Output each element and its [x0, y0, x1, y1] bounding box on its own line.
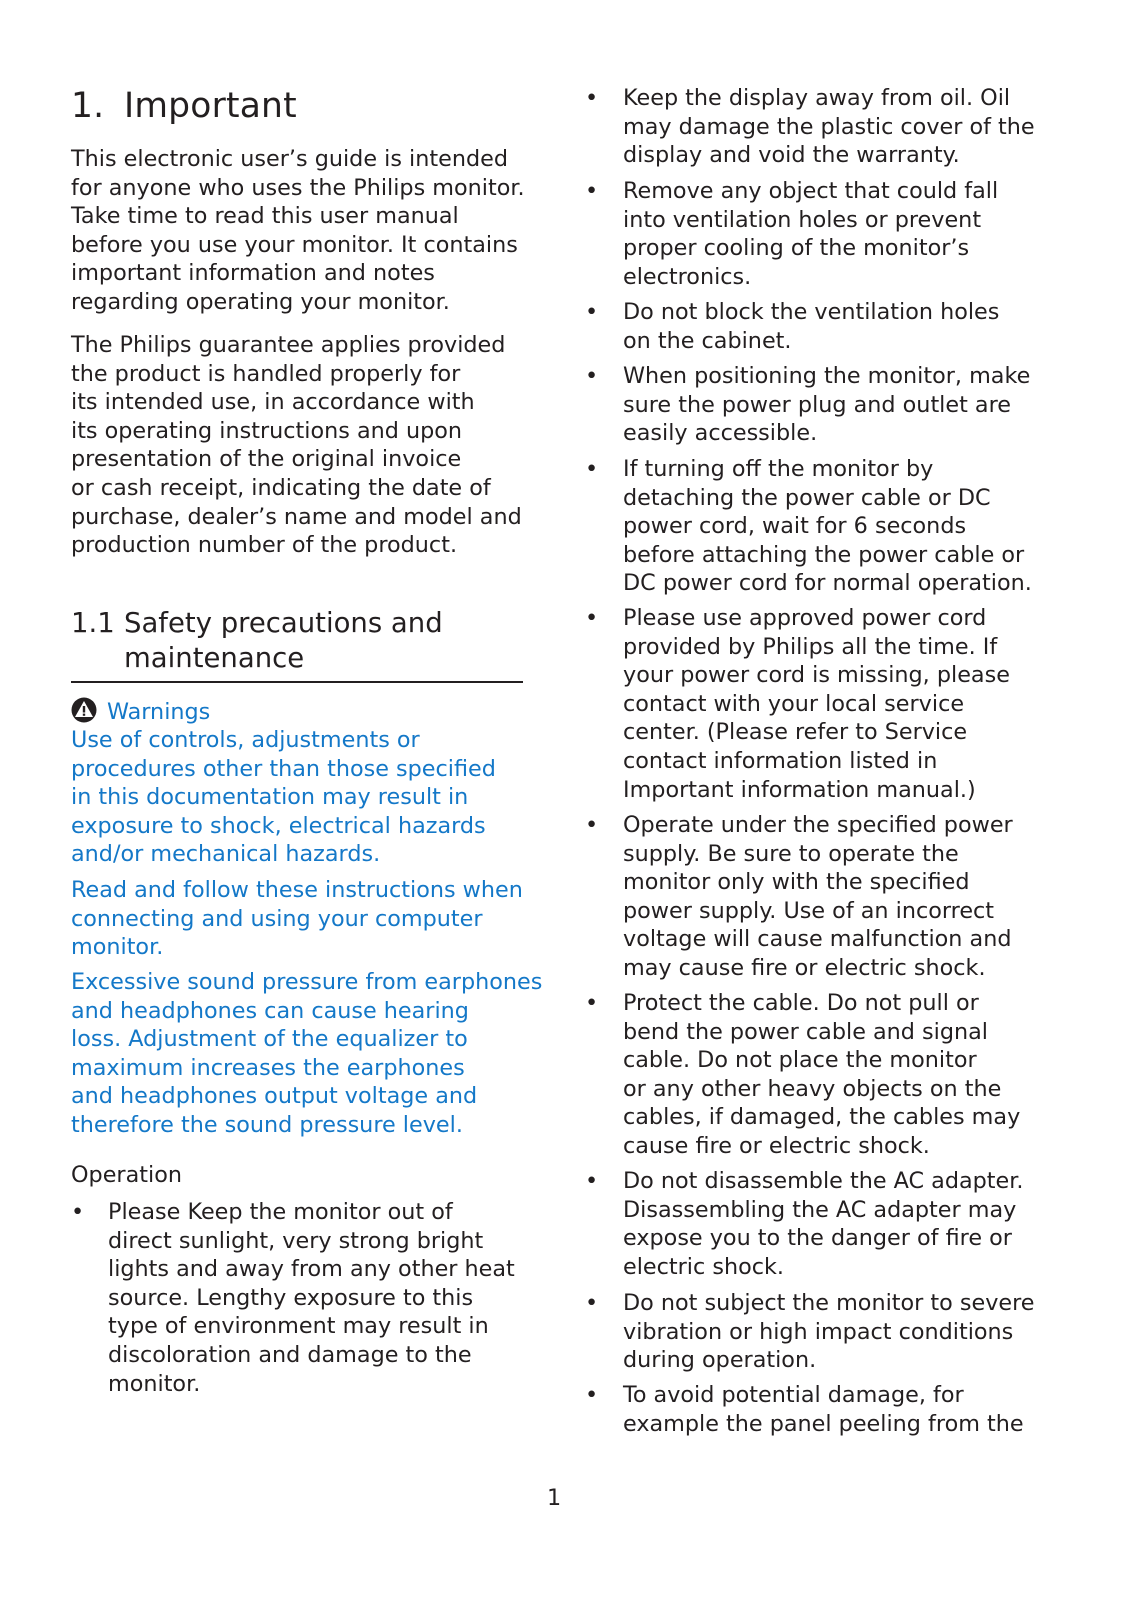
bullet-icon: •	[585, 605, 599, 631]
bullet-icon: •	[585, 1290, 599, 1316]
warnings-label: Warnings	[107, 699, 211, 725]
warnings-heading	[71, 697, 210, 727]
list-item-text: To avoid potential damage, for example the panel peeling from the	[623, 1382, 1024, 1437]
list-item-text: Operate under the specified power supply. Be sure to operate the monitor only with the specified power supply. Use of an incorrect voltage will cause malfunction and may cause fire or electric shock.	[623, 812, 1013, 981]
bullet-icon: •	[585, 299, 599, 325]
section-number: 1.1	[71, 607, 115, 639]
warning-paragraph-3: Excessive sound pressure from earphones and headphones can cause hearing loss. Adjustment of the equalizer to maximum increases the earphones and headphones output voltage and therefore the sound pressure level.	[71, 969, 543, 1138]
section-title: Safety precautions and maintenance	[124, 607, 443, 674]
bullet-icon: •	[585, 990, 599, 1016]
list-item-text: Keep the display away from oil. Oil may damage the plastic cover of the display and void the warranty.	[623, 85, 1035, 169]
warning-paragraph-2: Read and follow these instructions when connecting and using your computer monitor.	[71, 877, 523, 961]
list-item-text: Do not disassemble the AC adapter. Disassembling the AC adapter may expose you to the danger of fire or electric shock.	[623, 1168, 1024, 1280]
title-text: Important	[124, 86, 297, 126]
bullet-icon: •	[71, 1199, 85, 1225]
intro-paragraph-2: The Philips guarantee applies provided the product is handled properly for its intended use, in accordance with its operating instructions and upon presentation of the original invoice or cash receipt, indicating the date of purchase, dealer’s name and model and production number of the product.	[71, 332, 522, 559]
bullet-icon: •	[585, 1382, 599, 1408]
page-title	[71, 84, 297, 128]
list-item-text: Do not subject the monitor to severe vibration or high impact conditions during operation.	[623, 1290, 1035, 1374]
page-number: 1	[547, 1485, 562, 1511]
bullet-icon: •	[585, 812, 599, 838]
bullet-icon: •	[585, 456, 599, 482]
operation-label: Operation	[71, 1162, 182, 1188]
warning-triangle-icon	[71, 697, 97, 723]
bullet-icon: •	[585, 85, 599, 111]
list-item-text: Please Keep the monitor out of direct sunlight, very strong bright lights and away from any other heat source. Lengthy exposure to this type of environment may result in discoloration and damage to the monitor.	[108, 1199, 515, 1397]
list-item-text: Remove any object that could fall into ventilation holes or prevent proper cooling of the monitor’s electronics.	[623, 178, 999, 290]
list-item-text: When positioning the monitor, make sure the power plug and outlet are easily accessible.	[623, 363, 1031, 447]
bullet-icon: •	[585, 363, 599, 389]
title-number: 1.	[71, 86, 105, 126]
list-item-text: Please use approved power cord provided by Philips all the time. If your power cord is missing, please contact with your local service center. (Please refer to Service contact information listed in Important information manual.)	[623, 605, 1010, 803]
section-heading	[71, 606, 523, 683]
warning-paragraph-1: Use of controls, adjustments or procedures other than those specified in this documentation may result in exposure to shock, electrical hazards and/or mechanical hazards.	[71, 727, 496, 868]
bullet-icon: •	[585, 178, 599, 204]
bullet-icon: •	[585, 1168, 599, 1194]
list-item-text: Do not block the ventilation holes on the cabinet.	[623, 299, 1000, 354]
list-item-text: If turning off the monitor by detaching the power cable or DC power cord, wait for 6 seconds before attaching the power cable or DC power cord for normal operation.	[623, 456, 1032, 597]
intro-paragraph-1: This electronic user’s guide is intended for anyone who uses the Philips monitor. Take time to read this user manual before you use your monitor. It contains important information and notes regarding operating your monitor.	[71, 146, 525, 315]
list-item-text: Protect the cable. Do not pull or bend the power cable and signal cable. Do not place the monitor or any other heavy objects on the cables, if damaged, the cables may cause fire or electric shock.	[623, 990, 1021, 1159]
